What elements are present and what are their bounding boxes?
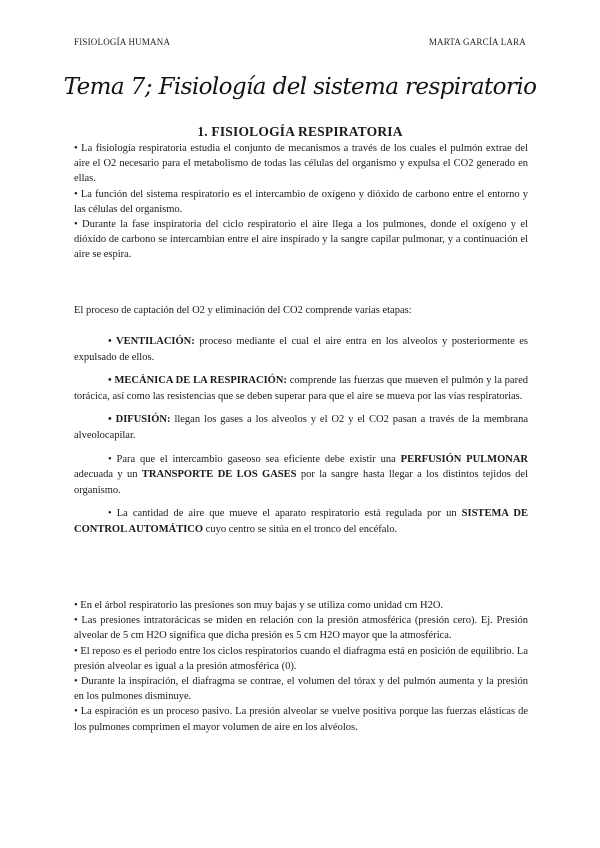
note-paragraph: • Las presiones intratorácicas se miden en relación con la presión atmosférica (presión cero). Ej. Presión alveolar de 5 cm H2O significa que dicha presión es 5 cm H2O mayor que la atmosférica. xyxy=(74,615,528,642)
stage-term: PERFUSIÓN PULMONAR xyxy=(400,453,529,465)
stage-difusion xyxy=(74,412,528,443)
page-header xyxy=(74,37,526,49)
stage-text: adecuada y un xyxy=(74,469,142,481)
header-course: FISIOLOGÍA HUMANA xyxy=(74,37,171,47)
stage-mecanica xyxy=(74,373,528,404)
note-paragraph: • En el árbol respiratorio las presiones son muy bajas y se utiliza como unidad cm H2O. xyxy=(74,600,444,611)
stage-control xyxy=(74,506,528,537)
stage-text: cuyo centro se sitúa en el tronco del encéfalo. xyxy=(203,523,398,535)
stage-text: llegan los gases a los alveolos y el O2 y el CO2 pasan a través de la membrana alveolocapilar. xyxy=(74,414,529,441)
stage-text: • Para que el intercambio gaseoso sea eficiente debe existir una xyxy=(108,453,401,465)
header-author: MARTA GARCÍA LARA xyxy=(428,37,526,47)
stage-term: SISTEMA DE CONTROL AUTOMÁTICO xyxy=(74,508,528,535)
bullet-paragraph: • Durante la fase inspiratoria del ciclo respiratorio el aire llega a los pulmones, donde el oxígeno y el dióxido de carbono se intercambian entre el aire inspirado y la sangre capilar pulmonar, y a continuación el aire se espira. xyxy=(74,219,528,261)
stage-term: • DIFUSIÓN: xyxy=(108,414,171,426)
stage-perfusion xyxy=(74,452,528,499)
stage-term: • VENTILACIÓN: xyxy=(108,336,195,347)
note-paragraph: • El reposo es el periodo entre los ciclos respiratorios cuando el diafragma está en posición de equilibrio. La presión alveolar es igual a la presión atmosférica (0). xyxy=(74,645,528,672)
note-paragraph: • La espiración es un proceso pasivo. La presión alveolar se vuelve positiva porque las fuerzas elásticas de los pulmones comprimen el mayor volumen de aire en los alvéolos. xyxy=(74,706,528,733)
notes-bullets xyxy=(74,598,528,735)
stage-term: • MECÁNICA DE LA RESPIRACIÓN: xyxy=(108,375,287,387)
stage-ventilacion xyxy=(74,334,528,365)
stage-text: por la sangre hasta llegar a los distintos tejidos del organismo. xyxy=(74,469,528,496)
stage-text: • La cantidad de aire que mueve el aparato respiratorio está regulada por un xyxy=(108,508,462,520)
bullet-paragraph: • La función del sistema respiratorio es el intercambio de oxígeno y dióxido de carbono entre el entorno y las células del organismo. xyxy=(74,188,528,215)
stage-term: TRANSPORTE DE LOS GASES xyxy=(141,469,297,481)
intro-paragraph: El proceso de captación del O2 y eliminación del CO2 comprende varias etapas: xyxy=(74,305,412,316)
section-heading: 1. FISIOLOGÍA RESPIRATORIA xyxy=(197,124,403,139)
document-title: Tema 7; Fisiología del sistema respiratorio xyxy=(63,74,537,100)
stage-text: comprende las fuerzas que mueven el pulmón y la pared torácica, así como las resistencias que se deben superar para que el aire se mueva por las vías respiratorias. xyxy=(74,375,528,402)
stages-list xyxy=(74,334,528,546)
section-bullets xyxy=(74,141,528,263)
note-paragraph: • Durante la inspiración, el diafragma se contrae, el volumen del tórax y del pulmón aumenta y la presión en los pulmones disminuye. xyxy=(74,676,528,703)
stage-text: proceso mediante el cual el aire entra en los alveolos y posteriormente es expulsado de ellos. xyxy=(74,336,528,363)
bullet-paragraph: • La fisiología respiratoria estudia el conjunto de mecanismos a través de los cuales el pulmón extrae del aire el O2 necesario para el metabolismo de todas las células del organismo y expulsa el CO2 generado en ellas. xyxy=(74,143,528,185)
